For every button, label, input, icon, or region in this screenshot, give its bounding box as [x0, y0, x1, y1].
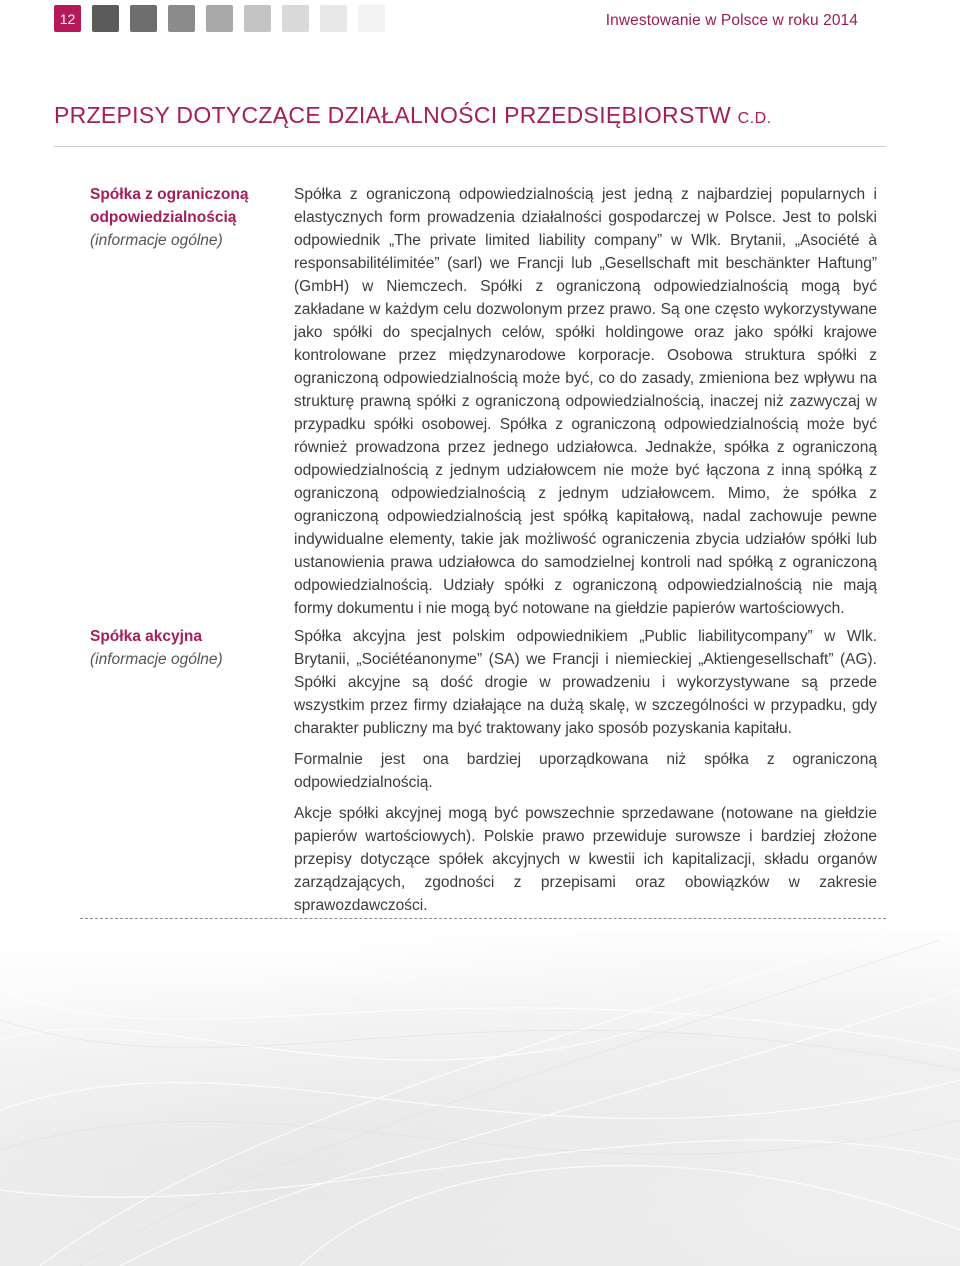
page-nav-bar: [54, 5, 385, 32]
nav-square: [130, 5, 157, 32]
page-number: 12: [54, 5, 81, 32]
nav-square: [282, 5, 309, 32]
background-fibers: [0, 930, 960, 1266]
paragraph: Akcje spółki akcyjnej mogą być powszechnie sprzedawane (notowane na giełdzie papierów wartościowych). Polskie prawo przewiduje surowsze i bardziej złożone przepisy dotyczące spółek akcyjnych w kwestii ich kapitalizacji, składu organów zarządzających, zgodności z przepisami oraz obowiązków w zakresie sprawozdawczości.: [294, 805, 877, 914]
nav-square: [168, 5, 195, 32]
side-label-sa: [90, 625, 265, 671]
section-title-main: PRZEPISY DOTYCZĄCE DZIAŁALNOŚCI PRZEDSIĘBIORSTW: [54, 102, 731, 128]
block-subheading: (informacje ogólne): [90, 651, 223, 668]
block-subheading: (informacje ogólne): [90, 232, 223, 249]
body-text-sa: [294, 625, 877, 925]
document-title: Inwestowanie w Polsce w roku 2014: [605, 12, 858, 29]
nav-square: [244, 5, 271, 32]
nav-square: [206, 5, 233, 32]
nav-square: [358, 5, 385, 32]
section-title: [54, 102, 772, 129]
block-heading: Spółka akcyjna: [90, 628, 203, 645]
top-divider: [54, 146, 886, 147]
paragraph: Spółka z ograniczoną odpowiedzialnością jest jedną z najbardziej popularnych i elastycznych form prowadzenia działalności gospodarczej w Polsce. Jest to polski odpowiednik „The private limited liability company” w Wlk. Brytanii, „Asociété à responsabilitélimitée” (sarl) we Francji lub „Gesellschaft mit beschänkter Haftung” (GmbH) w Niemczech. Spółki z ograniczoną odpowiedzialnością mogą być zakładane w każdym celu dozwolonym przez prawo. Są one często wykorzystywane jako spółki do specjalnych celów, spółki holdingowe oraz jako spółki krajowe kontrolowane przez międzynarodowe korporacje. Osobowa struktura spółki z ograniczoną odpowiedzialnością może być, co do zasady, zmieniona bez wpływu na strukturę prawną spółki z ograniczoną odpowiedzialnością, inaczej niż zazwyczaj w przypadku spółki osobowej. Spółka z ograniczoną odpowiedzialnością może być również prowadzona przez jednego udziałowca. Jednakże, spółka z ograniczoną odpowiedzialnością z jednym udziałowcem nie może być łączona z inną spółką z ograniczoną odpowiedzialnością z jednym udziałowcem. Mimo, że spółka z ograniczoną odpowiedzialnością jest spółką kapitałową, nadal zachowuje pewne indywidualne elementy, takie jak możliwość ograniczenia zbycia udziałów spółki lub ustanowienia prawa udziałowca do samodzielnej kontroli nad spółką z ograniczoną odpowiedzialnością. Udziały spółki z ograniczoną odpowiedzialnością nie mają formy dokumentu i nie mogą być notowane na giełdzie papierów wartościowych.: [294, 186, 877, 617]
nav-square: [320, 5, 347, 32]
section-title-suffix: C.D.: [737, 110, 772, 127]
bottom-divider: [80, 918, 886, 919]
block-heading: Spółka z ograniczoną odpowiedzialnością: [90, 186, 249, 226]
body-text-llc: [294, 183, 877, 628]
paragraph: Spółka akcyjna jest polskim odpowiednikiem „Public liabilitycompany” w Wlk. Brytanii, „Sociétéanonyme” (SA) we Francji i niemieckiej „Aktiengesellschaft” (AG). Spółki akcyjne są dość drogie w prowadzeniu i wykorzystywane są przede wszystkim przez firmy działające na dużą skalę, w szczególności w przypadku, gdy charakter publiczny ma być traktowany jako sposób pozyskania kapitału.: [294, 628, 877, 737]
side-label-llc: [90, 183, 265, 252]
paragraph: Formalnie jest ona bardziej uporządkowana niż spółka z ograniczoną odpowiedzialnością.: [294, 751, 877, 791]
nav-square: [92, 5, 119, 32]
